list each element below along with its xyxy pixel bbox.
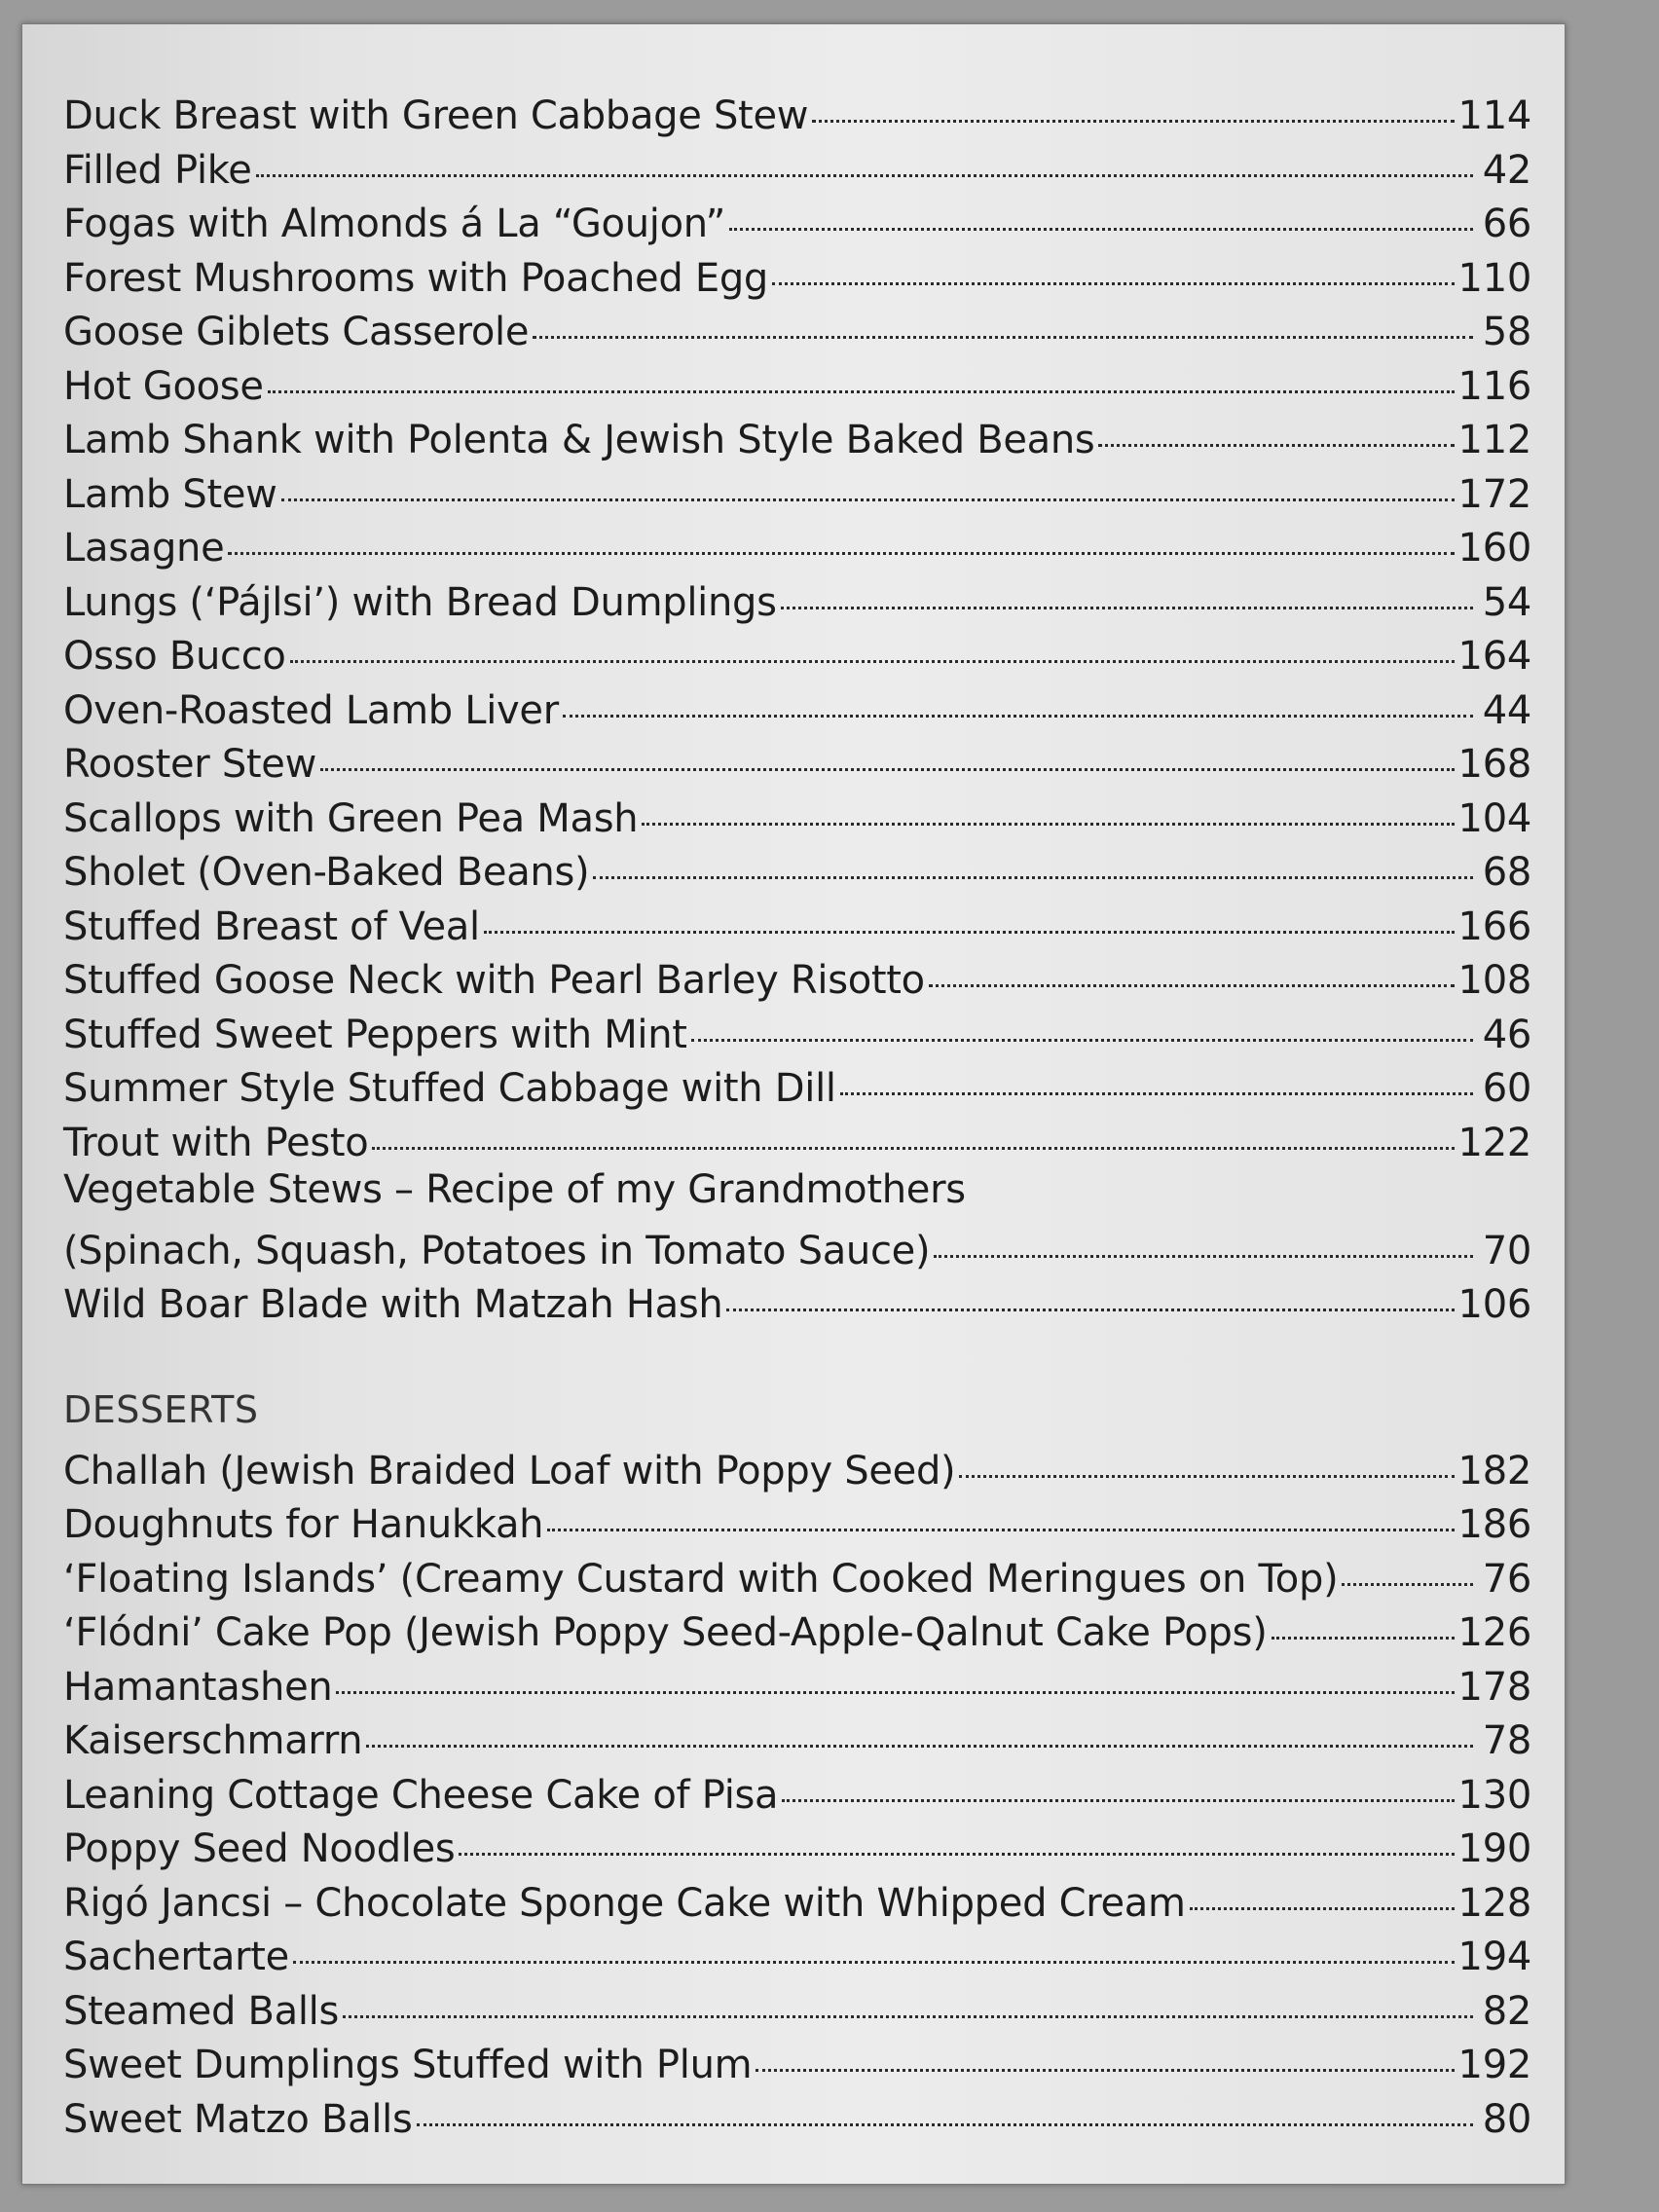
dot-leader (293, 1922, 1455, 1964)
toc-entry-page: 166 (1457, 903, 1531, 949)
desserts-list (63, 1442, 1531, 2145)
toc-entry-title: Steamed Balls (63, 1988, 339, 2034)
toc-entry-title: Oven-Roasted Lamb Liver (63, 687, 559, 733)
toc-entry-title: Goose Giblets Casserole (63, 310, 530, 354)
dot-leader (1098, 405, 1454, 447)
mains-list (63, 87, 1531, 1167)
toc-entry-page: 164 (1457, 634, 1531, 679)
dot-leader (366, 1706, 1473, 1748)
toc-entry-title: Sweet Dumplings Stuffed with Plum (63, 2043, 753, 2087)
toc-entry-title: Leaning Cottage Cheese Cake of Pisa (63, 1772, 779, 1818)
toc-entry-page: 66 (1482, 202, 1531, 246)
toc-entry-title: Lamb Stew (63, 471, 277, 517)
dot-leader (268, 351, 1455, 393)
dot-leader (281, 460, 1455, 501)
toc-entry-title: Sweet Matzo Balls (63, 2096, 413, 2142)
toc-entry-page: 82 (1482, 1988, 1531, 2034)
toc-entry-page: 194 (1457, 1935, 1531, 1979)
section-heading-desserts: DESSERTS (63, 1387, 259, 1431)
toc-entry-page: 42 (1482, 147, 1531, 193)
dot-leader (372, 1108, 1454, 1150)
toc-entry-title: Hamantashen (63, 1664, 333, 1710)
toc-entry (63, 2036, 1531, 2090)
toc-entry-page: 104 (1457, 795, 1531, 841)
dot-leader (533, 297, 1473, 339)
toc-entry (63, 1222, 1531, 1276)
toc-entry (63, 2090, 1531, 2145)
dot-leader (484, 892, 1455, 934)
toc-entry-title: Hot Goose (63, 363, 264, 409)
toc-entry (63, 357, 1531, 412)
toc-entry-title: Lungs (‘Pájlsi’) with Bread Dumplings (63, 579, 777, 625)
dot-leader (343, 1976, 1473, 2018)
toc-entry (63, 1495, 1531, 1550)
toc-entry-title: Stuffed Goose Neck with Pearl Barley Risotto (63, 958, 925, 1003)
toc-entry-page: 190 (1457, 1826, 1531, 1871)
toc-entry-page: 172 (1457, 471, 1531, 517)
toc-entry-title: Kaiserschmarrn (63, 1718, 363, 1763)
toc-entry-page: 44 (1482, 687, 1531, 733)
toc-entry-page: 114 (1457, 93, 1531, 138)
toc-entry-page: 182 (1457, 1448, 1531, 1493)
toc-entry-page: 106 (1457, 1282, 1531, 1327)
toc-entry (63, 1275, 1531, 1330)
dot-leader (812, 81, 1454, 123)
toc-entry-title: (Spinach, Squash, Potatoes in Tomato Sauce) (63, 1228, 931, 1273)
toc-entry (63, 627, 1531, 682)
toc-entry (63, 843, 1531, 898)
toc-entry (63, 1766, 1531, 1821)
dot-leader (336, 1652, 1454, 1694)
dot-leader (547, 1490, 1454, 1531)
toc-entry-page: 70 (1482, 1228, 1531, 1273)
dot-leader (729, 189, 1473, 231)
book-page (21, 23, 1566, 2185)
toc-entry (63, 1820, 1531, 1874)
toc-entry (63, 951, 1531, 1006)
dot-leader (959, 1436, 1454, 1478)
toc-entry-title: Forest Mushrooms with Poached Egg (63, 255, 769, 301)
toc-entry-title: Scallops with Green Pea Mash (63, 795, 639, 841)
toc-entry (63, 195, 1531, 249)
toc-entry (63, 465, 1531, 520)
dot-leader (459, 1814, 1454, 1856)
toc-entry-page: 46 (1482, 1012, 1531, 1057)
toc-entry (63, 1874, 1531, 1929)
toc-entry (63, 790, 1531, 844)
toc-entry-page: 54 (1482, 579, 1531, 625)
dot-leader (1342, 1544, 1473, 1586)
toc-entry (63, 898, 1531, 952)
toc-entry-title: Lasagne (63, 526, 225, 571)
toc-entry-title: Lamb Shank with Polenta & Jewish Style Baked Beans (63, 418, 1095, 462)
toc-entry-title: Filled Pike (63, 147, 252, 193)
toc-entry-page: 186 (1457, 1502, 1531, 1547)
dot-leader (781, 568, 1473, 609)
toc-entry (63, 1928, 1531, 1982)
toc-entry (63, 735, 1531, 790)
dot-leader (782, 1760, 1454, 1802)
toc-entry-page: 110 (1457, 255, 1531, 301)
toc-entry-page: 130 (1457, 1772, 1531, 1818)
toc-entry-page: 58 (1482, 310, 1531, 354)
toc-entry-title: Fogas with Almonds á La “Goujon” (63, 202, 726, 246)
toc-entry-title: Rooster Stew (63, 742, 317, 787)
toc-entry-page: 178 (1457, 1664, 1531, 1710)
toc-entry (63, 1006, 1531, 1060)
table-of-contents (63, 87, 1531, 2144)
toc-entry (63, 682, 1531, 736)
toc-entry-page: 168 (1457, 742, 1531, 787)
toc-entry-title: Sachertarte (63, 1935, 289, 1979)
toc-entry (63, 519, 1531, 573)
dot-leader (691, 1000, 1473, 1042)
dot-leader (290, 621, 1455, 663)
toc-entry-page: 128 (1457, 1880, 1531, 1926)
dot-leader (1190, 1868, 1455, 1910)
dot-leader (934, 1216, 1473, 1258)
toc-entry-page: 122 (1457, 1120, 1531, 1165)
dot-leader (320, 729, 1455, 771)
section-gap (63, 1330, 1531, 1388)
dot-leader (726, 1270, 1454, 1311)
dot-leader (756, 2030, 1454, 2072)
toc-entry (63, 1114, 1531, 1168)
toc-entry (63, 303, 1531, 357)
toc-entry-page: 78 (1482, 1718, 1531, 1763)
toc-entry-title-line: Vegetable Stews – Recipe of my Grandmothers (63, 1167, 966, 1212)
dot-leader (228, 513, 1454, 555)
toc-entry-title: Duck Breast with Green Cabbage Stew (63, 93, 809, 138)
toc-entry-page: 76 (1482, 1556, 1531, 1602)
toc-entry-title: Stuffed Breast of Veal (63, 903, 480, 949)
toc-entry-page: 126 (1457, 1610, 1531, 1655)
dot-leader (1272, 1598, 1455, 1640)
toc-entry-title: Sholet (Oven-Baked Beans) (63, 850, 590, 895)
dot-leader (417, 2084, 1473, 2126)
toc-entry-page: 192 (1457, 2043, 1531, 2087)
toc-entry-page: 116 (1457, 363, 1531, 409)
toc-entry-title: ‘Floating Islands’ (Creamy Custard with Cooked Meringues on Top) (63, 1556, 1339, 1602)
toc-entry (63, 87, 1531, 141)
toc-entry (63, 1550, 1531, 1604)
dot-leader (840, 1053, 1473, 1095)
toc-entry-page: 68 (1482, 850, 1531, 895)
toc-entry (63, 1059, 1531, 1114)
dot-leader (642, 784, 1454, 826)
toc-entry-title: Osso Bucco (63, 634, 286, 679)
toc-entry-page: 108 (1457, 958, 1531, 1003)
toc-entry-title: Poppy Seed Noodles (63, 1826, 456, 1871)
toc-entry-title: Doughnuts for Hanukkah (63, 1502, 544, 1547)
dot-leader (929, 945, 1455, 987)
toc-entry-title: Wild Boar Blade with Matzah Hash (63, 1282, 723, 1327)
dot-leader (593, 837, 1473, 879)
toc-entry (63, 1658, 1531, 1713)
toc-entry-title: Trout with Pesto (63, 1120, 369, 1165)
toc-entry-page: 80 (1482, 2096, 1531, 2142)
toc-entry-title: Summer Style Stuffed Cabbage with Dill (63, 1066, 836, 1111)
toc-entry-title: Rigó Jancsi – Chocolate Sponge Cake with Whipped Cream (63, 1880, 1186, 1926)
toc-entry (63, 1442, 1531, 1496)
toc-entry (63, 411, 1531, 465)
dot-leader (256, 135, 1473, 177)
toc-entry-page: 112 (1457, 418, 1531, 462)
toc-entry (63, 141, 1531, 196)
dot-leader (563, 676, 1473, 718)
toc-entry (63, 249, 1531, 304)
toc-entry (63, 1712, 1531, 1766)
toc-entry (63, 573, 1531, 628)
toc-entry-title: Stuffed Sweet Peppers with Mint (63, 1012, 687, 1057)
toc-entry-page: 60 (1482, 1066, 1531, 1111)
toc-entry-title: Challah (Jewish Braided Loaf with Poppy Seed) (63, 1448, 956, 1493)
toc-entry (63, 1604, 1531, 1658)
dot-leader (772, 243, 1455, 285)
toc-entry (63, 1982, 1531, 2037)
toc-entry-title: ‘Flódni’ Cake Pop (Jewish Poppy Seed-Apple-Qalnut Cake Pops) (63, 1610, 1268, 1655)
toc-entry-page: 160 (1457, 526, 1531, 571)
